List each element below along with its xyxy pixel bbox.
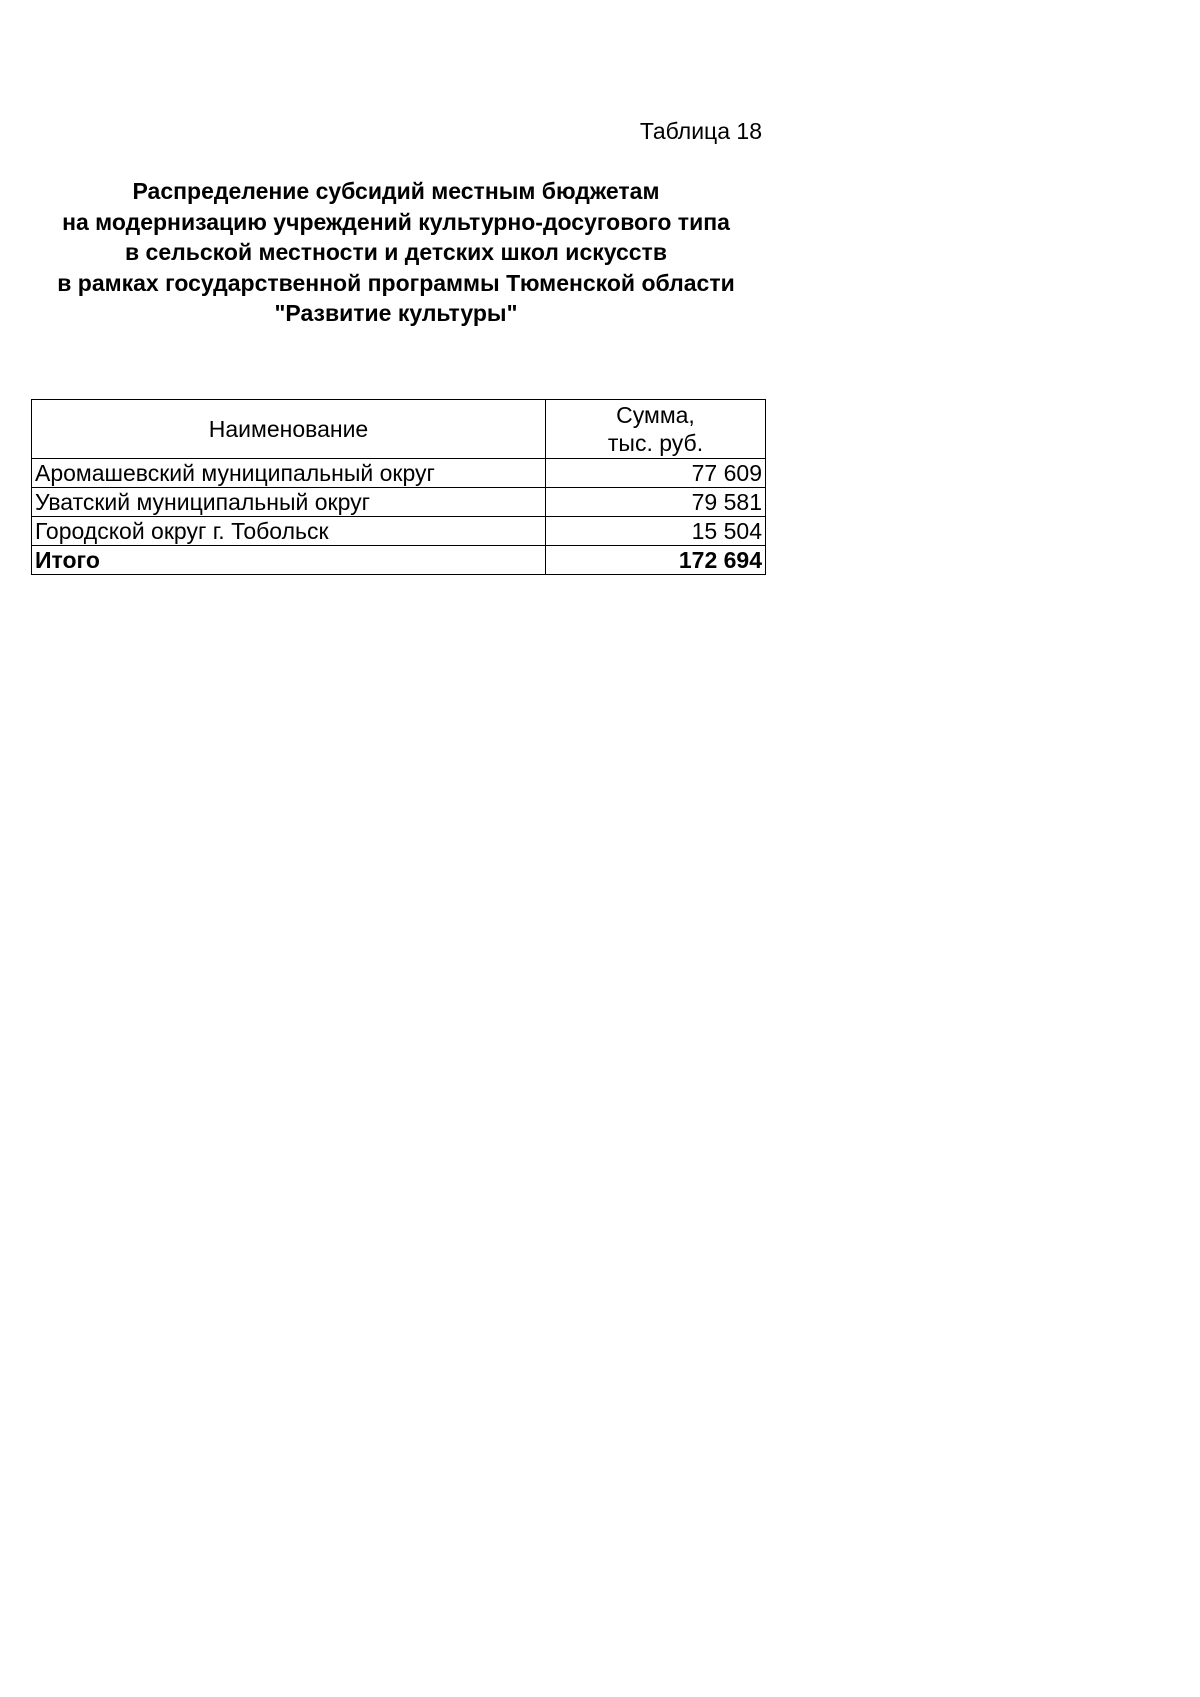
row-sum: 79 581 — [546, 488, 766, 517]
title-line: на модернизацию учреждений культурно-досугового типа — [62, 208, 730, 235]
header-name: Наименование — [32, 400, 546, 459]
total-label: Итого — [32, 546, 546, 575]
header-sum-line1: Сумма, — [616, 402, 695, 428]
row-sum: 77 609 — [546, 459, 766, 488]
title-line: в сельской местности и детских школ искусств — [125, 239, 667, 265]
total-row — [32, 546, 766, 575]
total-sum: 172 694 — [546, 546, 766, 575]
title-line: Распределение субсидий местным бюджетам — [132, 178, 660, 204]
row-sum: 15 504 — [546, 517, 766, 546]
table-header-row — [32, 400, 766, 459]
row-name: Уватский муниципальный округ — [32, 488, 546, 517]
title-line: "Развитие культуры" — [274, 300, 518, 326]
table-row — [32, 459, 766, 488]
table-row — [32, 517, 766, 546]
header-sum — [546, 400, 766, 459]
document-title — [30, 176, 762, 329]
row-name: Аромашевский муниципальный округ — [32, 459, 546, 488]
table-row — [32, 488, 766, 517]
row-name: Городской округ г. Тобольск — [32, 517, 546, 546]
subsidy-table — [31, 399, 766, 575]
title-line: в рамках государственной программы Тюменской области — [57, 269, 735, 296]
table-number: Таблица 18 — [639, 118, 762, 144]
header-sum-line2: тыс. руб. — [607, 430, 704, 456]
